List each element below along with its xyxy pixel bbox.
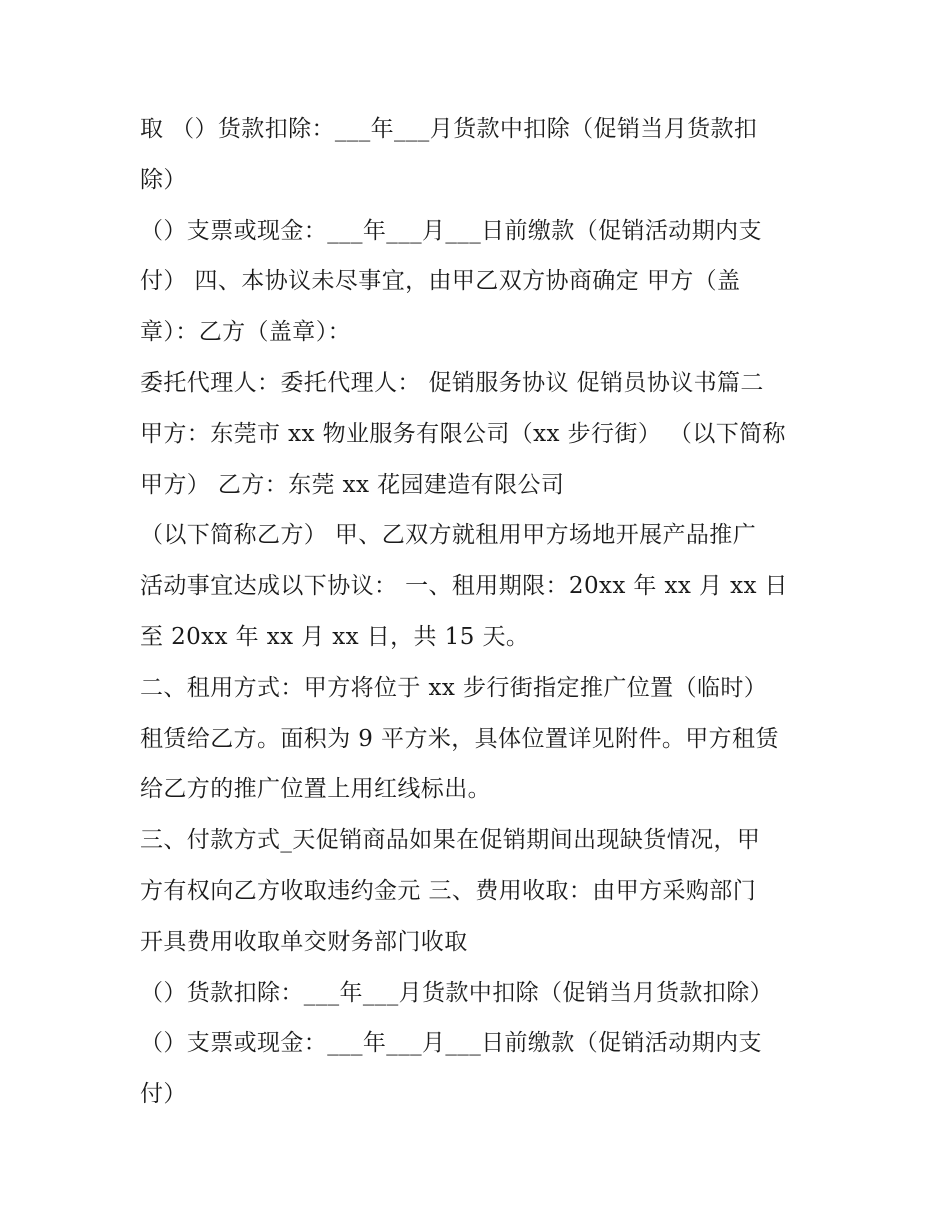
text-line-8: 甲方） 乙方：东莞 xx 花园建造有限公司 [140, 471, 565, 498]
text-line-13: 租赁给乙方。面积为 9 平方米，具体位置详见附件。甲方租赁 [140, 725, 779, 752]
text-line-3: （）支票或现金：___年___月___日前缴款（促销活动期内支 [140, 217, 762, 244]
text-line-1: 取 （）货款扣除：___年___月货款中扣除（促销当月货款扣 [140, 116, 758, 142]
text-line-18: （）货款扣除：___年___月货款中扣除（促销当月货款扣除） [140, 979, 773, 1006]
text-line-14: 给乙方的推广位置上用红线标出。 [140, 776, 491, 803]
text-line-9: （以下简称乙方） 甲、乙双方就租用甲方场地开展产品推广 [140, 522, 757, 549]
text-line-10: 活动事宜达成以下协议： 一、租用期限：20xx 年 xx 月 xx 日 [140, 573, 788, 600]
text-line-12: 二、租用方式：甲方将位于 xx 步行街指定推广位置（临时） [140, 674, 768, 701]
document-page [140, 104, 820, 1120]
text-line-6: 委托代理人：委托代理人： 促销服务协议 促销员协议书篇二 [140, 369, 764, 396]
text-line-15: 三、付款方式_天促销商品如果在促销期间出现缺货情况，甲 [140, 827, 761, 854]
text-line-16: 方有权向乙方收取违约金元 三、费用收取：由甲方采购部门 [140, 877, 757, 904]
text-line-20: 付） [140, 1081, 187, 1108]
text-line-2: 除） [140, 166, 187, 193]
text-line-5: 章）：乙方（盖章）： [140, 319, 351, 346]
text-line-19: （）支票或现金：___年___月___日前缴款（促销活动期内支 [140, 1030, 762, 1057]
text-line-11: 至 20xx 年 xx 月 xx 日，共 15 天。 [140, 623, 530, 650]
text-line-4: 付） 四、本协议未尽事宜，由甲乙双方协商确定 甲方（盖 [140, 268, 741, 295]
text-line-17: 开具费用收取单交财务部门收取 [140, 928, 468, 955]
text-line-7: 甲方：东莞市 xx 物业服务有限公司（xx 步行街） （以下简称 [140, 420, 786, 447]
